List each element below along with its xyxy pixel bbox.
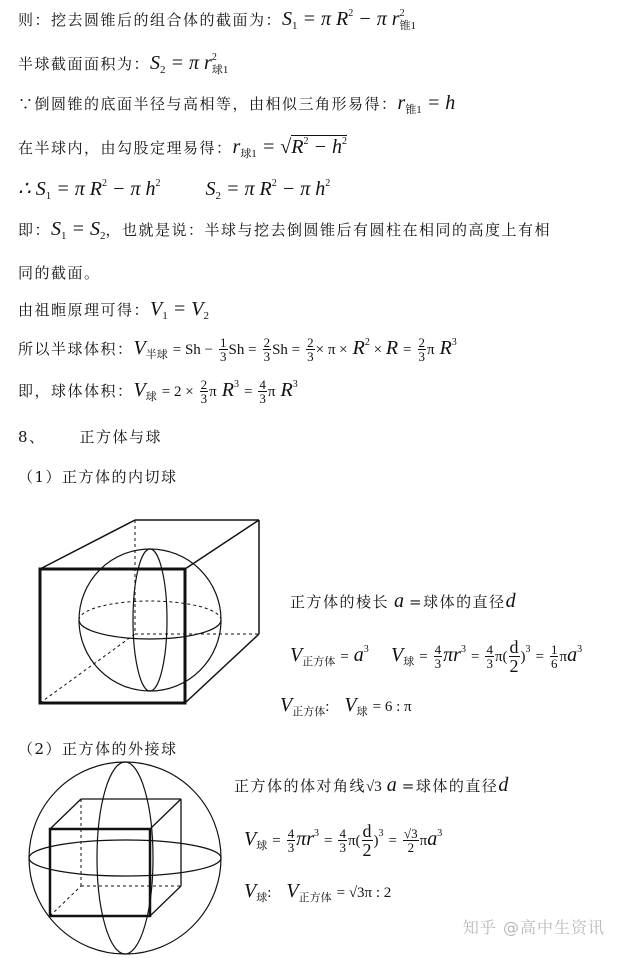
text-combined-section: 则：挖去圆锥后的组合体的截面为：	[18, 11, 283, 29]
formula-s1-s2: ∴ $S_1 = \pi$ $R^2 - \pi$ $h^2$ $S_2 = \pi$ $R^2 - \pi$ $h^2$	[18, 178, 331, 202]
section-8-heading	[18, 426, 162, 447]
formula-s1-eq-s2: $S_1 = S_2$	[51, 218, 106, 242]
circumscribed-diag-line	[234, 774, 508, 797]
line-hemisphere-area	[18, 52, 228, 77]
text-same-section: ，也就是说：半球与挖去倒圆锥后有圆柱在相同的高度上有相	[105, 221, 552, 239]
formula-ball-volume-2: $V_球$ = $\frac{4}{3}$ $\pi r^3$ = $\frac{4}{3}$ π( $\frac{d}{2}$ )$^3$ = $\frac{√3}{2}$ $\pi a^3$	[244, 821, 443, 860]
text-sphere-volume: 即，球体体积：	[18, 382, 134, 401]
text-zu-geng: 由祖暅原理可得：	[18, 301, 151, 319]
inscribed-volumes	[290, 638, 582, 675]
line-zu-geng	[18, 298, 209, 322]
line-therefore	[18, 176, 330, 202]
text-similar-triangles: ∵倒圆锥的底面半径与高相等，由相似三角形易得：	[18, 95, 398, 113]
formula-s1: $S_1 = \pi$ $R^2 - \pi$ $r^2_{锥1}$	[282, 8, 417, 32]
inscribed-sphere-figure	[30, 510, 270, 710]
line-hemisphere-volume	[18, 336, 457, 363]
var-sqrt3-a: √3 a	[366, 774, 402, 796]
text-hemisphere-area: 半球截面面积为：	[18, 55, 151, 73]
text-sphere-diameter: =球体的直径	[409, 593, 506, 611]
var-a: a	[389, 590, 410, 612]
var-d: d	[505, 590, 516, 612]
line-similar-triangles	[18, 92, 455, 117]
watermark: 知乎 @高中生资讯	[462, 918, 605, 937]
var-d-2: d	[498, 774, 509, 796]
line-equal-sections	[18, 218, 551, 242]
formula-hemisphere-volume: $V_{半球} = Sh$ − $\frac{1}{3}$ Sh = $\frac{2}{3}$ Sh = $\frac{2}{3}$ × $\pi \times R^2 \times R$ = $\frac{2}{3}$ π $R^3$	[133, 335, 457, 364]
circumscribed-ratio	[244, 880, 391, 905]
formula-s2: $S_2 = \pi$ $r^2_{球1}$	[150, 52, 229, 76]
circumscribed-sphere-figure	[22, 758, 232, 958]
circumscribed-volume	[244, 822, 442, 859]
line-same-section-end: 同的截面。	[18, 264, 101, 282]
text-space-diagonal: 正方体的体对角线	[234, 777, 367, 795]
subsection-circumscribed: （2）正方体的外接球	[18, 740, 178, 758]
formula-cube-volume: $V_{正方体} = a^3$	[290, 644, 369, 669]
line-pythagoras	[18, 136, 347, 161]
formula-inscribed-ratio: $V_{正方体}$: $V_球 = 6$ : π	[280, 694, 412, 718]
subsection-inscribed: （1）正方体的内切球	[18, 468, 178, 486]
text-ji: 即：	[18, 221, 52, 239]
inscribed-ratio	[280, 694, 412, 719]
inscribed-edge-line	[290, 590, 516, 613]
text-edge-length: 正方体的棱长	[290, 593, 390, 611]
line-sphere-volume	[18, 378, 298, 405]
formula-r-h: $r_{锥1} = h$	[397, 92, 456, 116]
text-hemisphere-volume: 所以半球体积：	[18, 340, 134, 359]
formula-v1-v2: $V_1 = V_2$	[150, 298, 209, 322]
formula-sphere-volume: $V_球 = 2$ × $\frac{2}{3}$ π $R^3$ = $\frac{4}{3}$ π $R^3$	[133, 377, 298, 406]
section-title: 正方体与球	[79, 428, 163, 446]
text-pythagoras: 在半球内，由勾股定理易得：	[18, 139, 233, 157]
formula-ball-volume: $V_球$ = $\frac{4}{3}$ $\pi r^3$ = $\frac{4}{3}$ π( $\frac{d}{2}$ )$^3$ = $\frac{1}{6}$ $\pi a^3$	[390, 637, 583, 676]
formula-r-sqrt: $r_{球1} = √R^2 - h^2$	[232, 136, 348, 160]
line-section-formula	[18, 8, 416, 33]
formula-circumscribed-ratio: $V_球$: $V_{正方体} = √3\pi$ : 2	[244, 880, 392, 904]
text-sphere-diameter-2: =球体的直径	[401, 777, 499, 795]
section-number: 8、	[18, 428, 46, 446]
